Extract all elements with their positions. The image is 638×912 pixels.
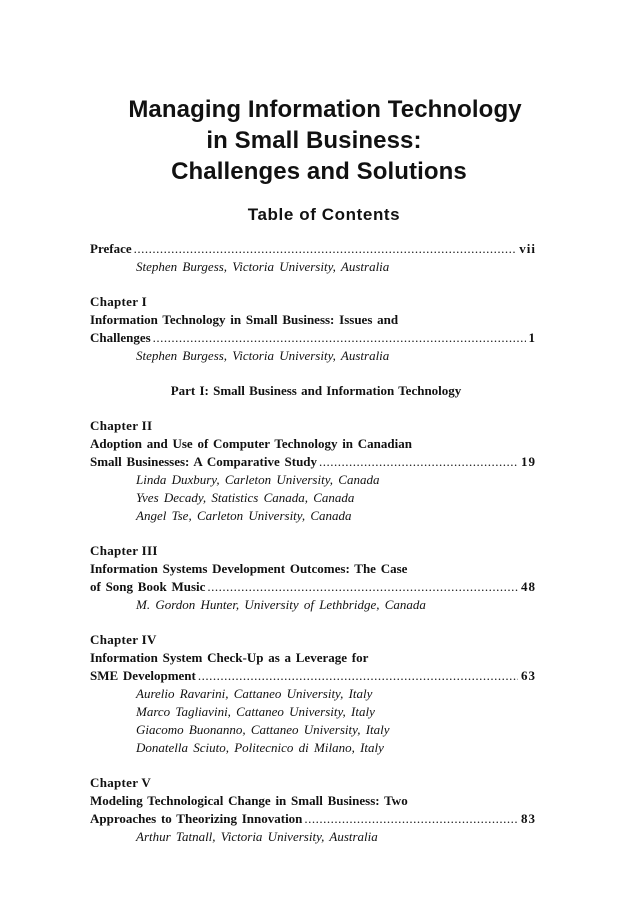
toc-entry-chapter-1[interactable]: [90, 293, 536, 365]
part-heading: Part I: Small Business and Information Technology: [170, 383, 462, 398]
chapter-title-last-line: Small Businesses: A Comparative Study: [90, 454, 318, 469]
chapter-title-last-line: of Song Book Music: [90, 579, 206, 594]
book-title: [0, 94, 638, 187]
toc-entry-title: Preface: [90, 241, 132, 256]
dot-leader: [319, 453, 518, 471]
book-title-line-2: in Small Business:: [206, 127, 422, 154]
toc-author: Giacomo Buonanno, Cattaneo University, Italy: [136, 722, 390, 737]
chapter-label: Chapter III: [90, 543, 158, 558]
chapter-title-line: Information System Check-Up as a Leverage for: [90, 650, 369, 665]
toc-author: Marco Tagliavini, Cattaneo University, Italy: [136, 704, 375, 719]
dot-leader: [153, 329, 526, 347]
chapter-title-line: Modeling Technological Change in Small Business: Two: [90, 793, 408, 808]
toc-author: Linda Duxbury, Carleton University, Canada: [136, 472, 380, 487]
toc-page-number: 19: [521, 454, 536, 469]
toc-author: Donatella Sciuto, Politecnico di Milano, Italy: [136, 740, 384, 755]
toc-author: M. Gordon Hunter, University of Lethbridge, Canada: [136, 597, 426, 612]
dot-leader: [304, 810, 518, 828]
book-title-line-1: Managing Information Technology: [128, 96, 522, 123]
toc-entry-title-line: [90, 667, 536, 685]
toc-author: Yves Decady, Statistics Canada, Canada: [136, 490, 355, 505]
toc-entry-chapter-4[interactable]: [90, 631, 536, 757]
toc-page-number: 83: [521, 811, 536, 826]
toc-author: Stephen Burgess, Victoria University, Australia: [136, 348, 390, 363]
toc-entry-title-line: [90, 578, 536, 596]
chapter-label: Chapter II: [90, 418, 153, 433]
toc-author: Arthur Tatnall, Victoria University, Australia: [136, 829, 378, 844]
chapter-label: Chapter IV: [90, 632, 157, 647]
toc-entry-chapter-2[interactable]: [90, 417, 536, 525]
dot-leader: [134, 240, 517, 258]
toc-entry-title-line: [90, 240, 536, 258]
chapter-title-line: Information Systems Development Outcomes: The Case: [90, 561, 408, 576]
toc-author: Angel Tse, Carleton University, Canada: [136, 508, 352, 523]
toc-entry-title-line: [90, 329, 536, 347]
toc-heading: Table of Contents: [247, 205, 401, 224]
toc-page-number: 63: [521, 668, 536, 683]
chapter-label: Chapter V: [90, 775, 152, 790]
book-title-line-3: Challenges and Solutions: [171, 158, 467, 185]
toc-entry-chapter-3[interactable]: [90, 542, 536, 614]
toc-page-number: vii: [519, 241, 536, 256]
table-of-contents: [90, 240, 536, 846]
dot-leader: [198, 667, 518, 685]
toc-entry-chapter-5[interactable]: [90, 774, 536, 846]
chapter-title-last-line: Approaches to Theorizing Innovation: [90, 811, 303, 826]
chapter-label: Chapter I: [90, 294, 147, 309]
dot-leader: [207, 578, 518, 596]
toc-page-number: 48: [521, 579, 536, 594]
chapter-title-last-line: SME Development: [90, 668, 196, 683]
toc-entry-title-line: [90, 453, 536, 471]
chapter-title-last-line: Challenges: [90, 330, 151, 345]
chapter-title-line: Information Technology in Small Business: Issues and: [90, 312, 399, 327]
chapter-title-line: Adoption and Use of Computer Technology in Canadian: [90, 436, 412, 451]
toc-entry-title-line: [90, 810, 536, 828]
toc-author: Stephen Burgess, Victoria University, Australia: [136, 259, 390, 274]
toc-entry-preface[interactable]: [90, 240, 536, 276]
toc-author: Aurelio Ravarini, Cattaneo University, Italy: [136, 686, 373, 701]
toc-page-number: 1: [528, 330, 536, 345]
